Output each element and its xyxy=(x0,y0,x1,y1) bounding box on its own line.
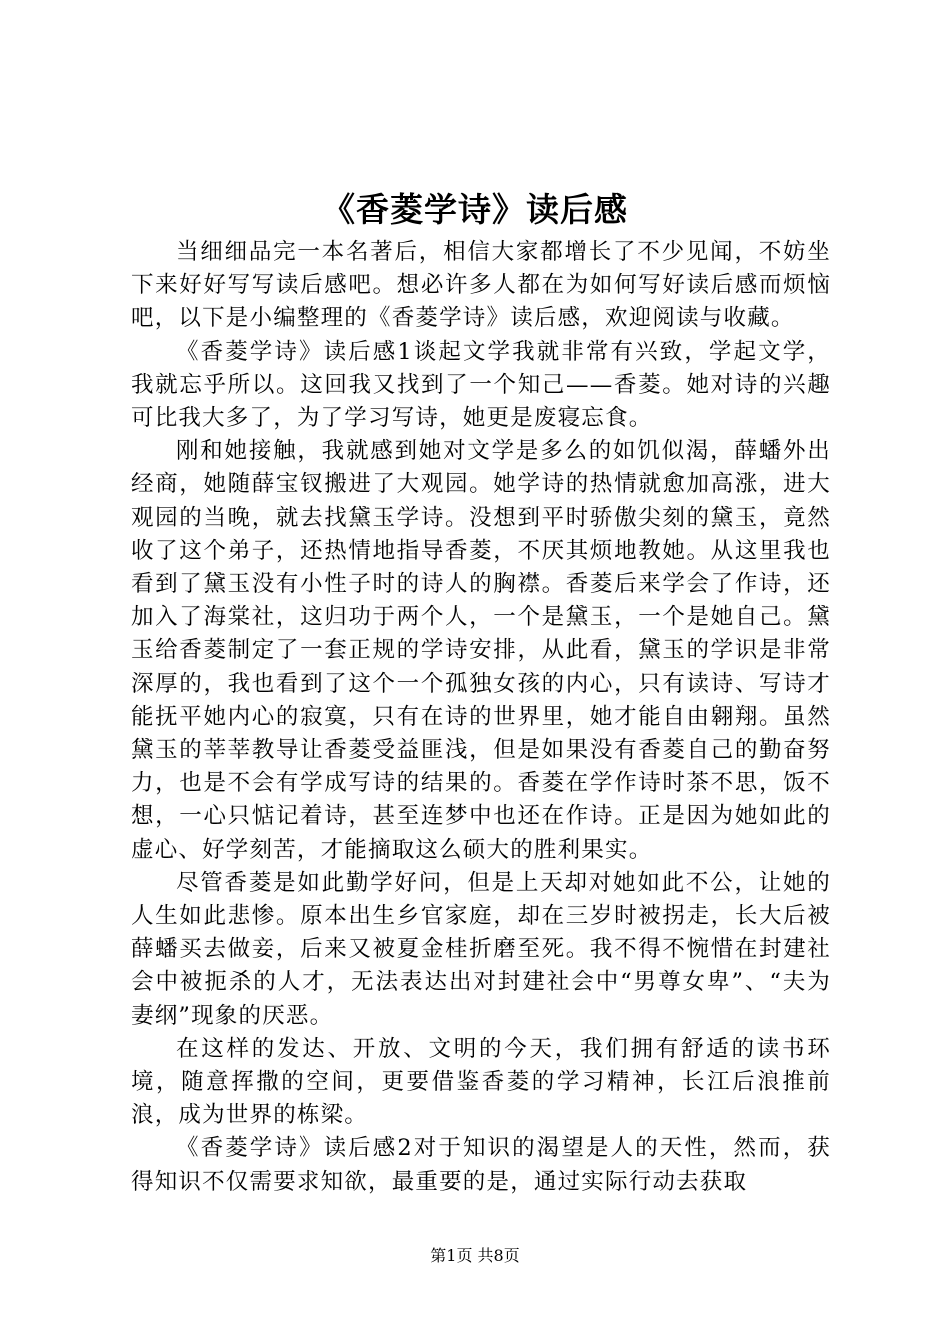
paragraph-review-2-opening: 《香菱学诗》读后感2对于知识的渴望是人的天性，然而，获得知识不仅需要求知欲，最重要的是，通过实际行动去获取 xyxy=(131,1135,831,1195)
document-title: 《香菱学诗》读后感 xyxy=(322,190,628,229)
paragraph-intro: 当细细品完一本名著后，相信大家都增长了不少见闻，不妨坐下来好好写写读后感吧。想必许多人都在为如何写好读后感而烦恼吧，以下是小编整理的《香菱学诗》读后感，欢迎阅读与收藏。 xyxy=(131,239,831,332)
document-body xyxy=(131,236,831,1199)
page-footer: 第1页 共8页 xyxy=(430,1246,520,1265)
paragraph-daiyu-teaching: 刚和她接触，我就感到她对文学是多么的如饥似渴，薛蟠外出经商，她随薛宝钗搬进了大观园。她学诗的热情就愈加高涨，进大观园的当晚，就去找黛玉学诗。没想到平时骄傲尖刻的黛玉，竟然收了这个弟子，还热情地指导香菱，不厌其烦地教她。从这里我也看到了黛玉没有小性子时的诗人的胸襟。香菱后来学会了作诗，还加入了海棠社，这归功于两个人，一个是黛玉，一个是她自己。黛玉给香菱制定了一套正规的学诗安排，从此看，黛玉的学识是非常深厚的，我也看到了这个一个孤独女孩的内心，只有读诗、写诗才能抚平她内心的寂寞，只有在诗的世界里，她才能自由翱翔。虽然黛玉的莘莘教导让香菱受益匪浅，但是如果没有香菱自己的勤奋努力，也是不会有学成写诗的结果的。香菱在学作诗时茶不思，饭不想，一心只惦记着诗，甚至连梦中也还在作诗。正是因为她如此的虚心、好学刻苦，才能摘取这么硕大的胜利果实。 xyxy=(131,438,831,863)
paragraph-xiangling-fate: 尽管香菱是如此勤学好问，但是上天却对她如此不公，让她的人生如此悲惨。原本出生乡官家庭，却在三岁时被拐走，长大后被薛蟠买去做妾，后来又被夏金桂折磨至死。我不得不惋惜在封建社会中被扼杀的人才，无法表达出对封建社会中“男尊女卑”、“夫为妻纲”现象的厌恶。 xyxy=(131,869,831,1029)
paragraph-review-1-opening: 《香菱学诗》读后感1谈起文学我就非常有兴致，学起文学，我就忘乎所以。这回我又找到了一个知己——香菱。她对诗的兴趣可比我大多了，为了学习写诗，她更是废寝忘食。 xyxy=(131,338,831,432)
paragraph-modern-reflection: 在这样的发达、开放、文明的今天，我们拥有舒适的读书环境，随意挥撒的空间，更要借鉴香菱的学习精神，长江后浪推前浪，成为世界的栋梁。 xyxy=(131,1035,831,1129)
